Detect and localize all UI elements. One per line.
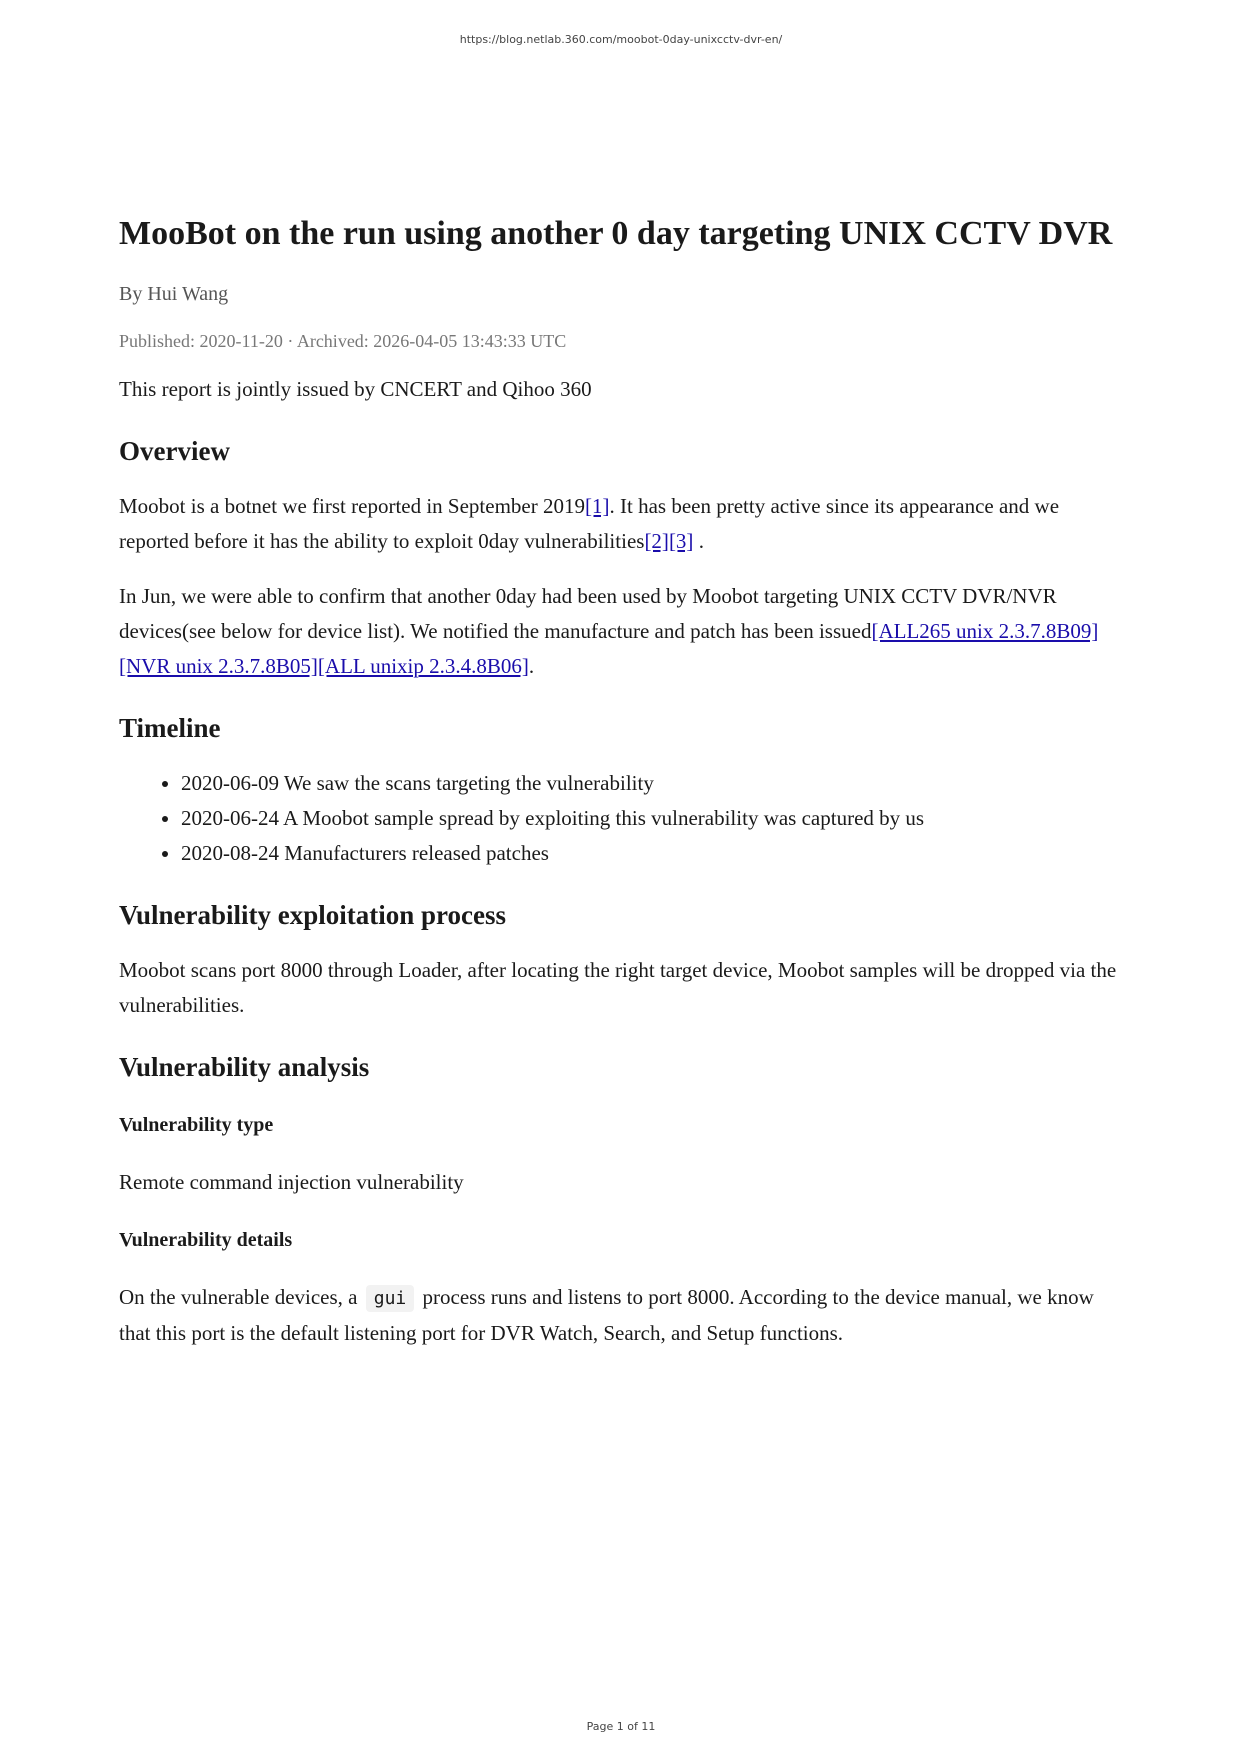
patch-link-nvr[interactable]: [NVR unix 2.3.7.8B05] [119,654,318,678]
reference-link-1[interactable]: [1] [585,494,610,518]
overview-text: In Jun, we were able to confirm that another 0day had been used by Moobot targeting UNIX CCTV DVR/NVR devices(see below for device list). We notified the manufacture and patch has been issued [119,584,1057,643]
intro-paragraph: This report is jointly issued by CNCERT and Qihoo 360 [119,377,592,401]
patch-link-allunixip[interactable]: [ALL unixip 2.3.4.8B06] [317,654,529,678]
exploitation-heading: Vulnerability exploitation process [119,900,507,930]
analysis-heading: Vulnerability analysis [119,1052,370,1082]
overview-text: . It has been pretty active since its appearance and we reported before it has the ability to exploit 0day vulnerabilities [119,494,1060,553]
overview-text: Moobot is a botnet we first reported in September 2019 [119,494,585,518]
timeline-list [119,766,1119,871]
reference-link-2[interactable]: [2] [644,529,669,553]
patch-link-all265[interactable]: [ALL265 unix 2.3.7.8B09] [871,619,1099,643]
vulnerability-details-paragraph [119,1280,1119,1351]
overview-text: . [693,529,704,553]
vulnerability-type-heading: Vulnerability type [119,1114,274,1136]
page-number: Page 1 of 11 [586,1720,656,1733]
article [119,206,1119,1371]
overview-paragraph-1 [119,489,1119,559]
page-url: https://blog.netlab.360.com/moobot-0day-unixcctv-dvr-en/ [459,33,783,46]
overview-text: . [528,654,535,678]
overview-paragraph-2 [119,579,1119,684]
timeline-item: • 2020-06-24 A Moobot sample spread by exploiting this vulnerability was captured by us [181,801,1119,836]
details-text: On the vulnerable devices, a [119,1285,358,1309]
inline-code-gui: gui [366,1285,415,1312]
details-text: process runs and listens to port 8000. According to the device manual, we know that this port is the default listening port for DVR Watch, Search, and Setup functions. [119,1285,1094,1345]
timeline-item: • 2020-06-09 We saw the scans targeting the vulnerability [181,766,1119,801]
timeline-item: • 2020-08-24 Manufacturers released patches [181,836,1119,871]
vulnerability-type-text: Remote command injection vulnerability [119,1170,464,1194]
reference-link-3[interactable]: [3] [668,529,694,553]
byline: By Hui Wang [119,283,229,305]
article-title: MooBot on the run using another 0 day targeting UNIX CCTV DVR [119,215,1113,252]
exploitation-paragraph: Moobot scans port 8000 through Loader, after locating the right target device, Moobot samples will be dropped via the vulnerabilities. [119,958,1117,1017]
published-date: Published: 2020-11-20 · Archived: 2026-04-05 13:43:33 UTC [119,331,567,351]
timeline-heading: Timeline [119,713,221,743]
vulnerability-details-heading: Vulnerability details [119,1229,293,1251]
overview-heading: Overview [119,436,230,466]
